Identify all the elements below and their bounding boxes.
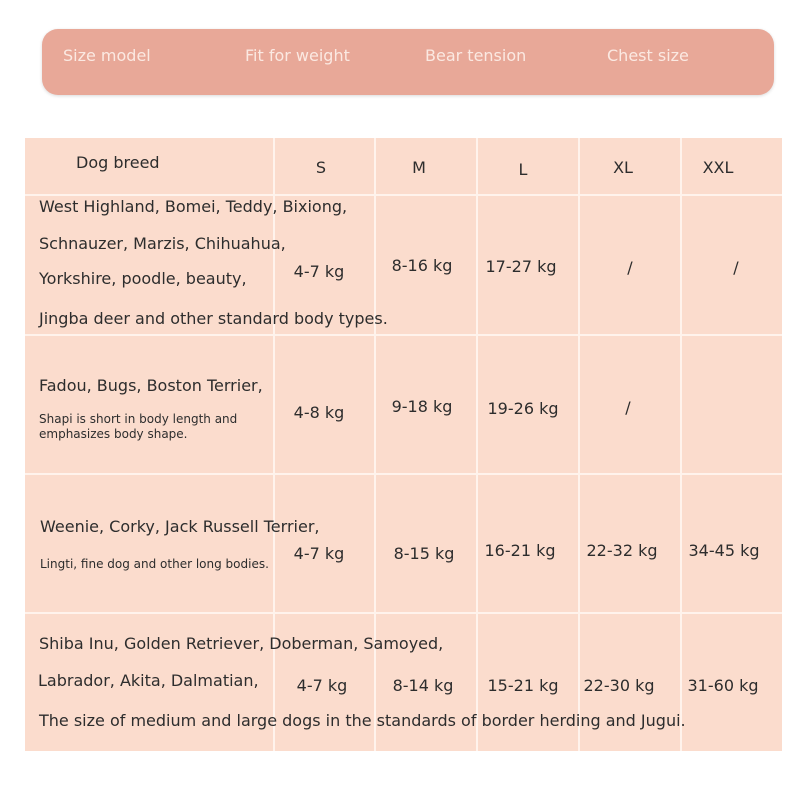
size-s-value: 4-7 kg [293, 544, 345, 563]
size-m-value: 8-16 kg [391, 256, 453, 275]
size-xxl-value: 34-45 kg [688, 541, 760, 560]
header-chest-size: Chest size [607, 46, 689, 65]
column-header-s: S [315, 158, 327, 177]
breed-text: Labrador, Akita, Dalmatian, [38, 671, 259, 690]
column-divider [476, 138, 478, 751]
size-xxl-value: / [733, 258, 739, 277]
column-header-l: L [518, 160, 528, 179]
size-m-value: 8-15 kg [393, 544, 455, 563]
column-divider [374, 138, 376, 751]
row-divider [25, 473, 782, 475]
size-s-value: 4-7 kg [293, 262, 345, 281]
breed-text: Fadou, Bugs, Boston Terrier, [39, 376, 263, 395]
column-divider [578, 138, 580, 751]
size-s-value: 4-8 kg [293, 403, 345, 422]
size-xl-value: / [627, 258, 633, 277]
row-divider [25, 612, 782, 614]
breed-text: The size of medium and large dogs in the standards of border herding and Jugui. [39, 711, 686, 730]
header-size-model: Size model [63, 46, 151, 65]
breed-text: Shiba Inu, Golden Retriever, Doberman, Samoyed, [39, 634, 444, 653]
column-header-dog-breed: Dog breed [76, 153, 160, 172]
size-l-value: 15-21 kg [487, 676, 559, 695]
size-s-value: 4-7 kg [296, 676, 348, 695]
size-l-value: 19-26 kg [487, 399, 559, 418]
size-xxl-value: 31-60 kg [687, 676, 759, 695]
column-header-xl: XL [613, 158, 633, 177]
breed-text: West Highland, Bomei, Teddy, Bixiong, [39, 197, 348, 216]
row-divider [25, 194, 782, 196]
breed-note: Shapi is short in body length and [39, 412, 238, 426]
breed-note: Lingti, fine dog and other long bodies. [40, 557, 269, 571]
header-fit-for-weight: Fit for weight [245, 46, 350, 65]
breed-text: Yorkshire, poodle, beauty, [39, 269, 247, 288]
size-m-value: 8-14 kg [392, 676, 454, 695]
size-table [25, 138, 782, 751]
column-header-xxl: XXL [702, 158, 734, 177]
breed-text: Schnauzer, Marzis, Chihuahua, [39, 234, 286, 253]
row-divider [25, 334, 782, 336]
breed-note: emphasizes body shape. [39, 427, 188, 441]
header-bear-tension: Bear tension [425, 46, 527, 65]
column-divider [680, 138, 682, 751]
size-xl-value: 22-32 kg [586, 541, 658, 560]
header-bar [42, 29, 774, 95]
column-header-m: M [412, 158, 426, 177]
size-xl-value: / [625, 398, 631, 417]
size-l-value: 17-27 kg [485, 257, 557, 276]
column-divider [273, 138, 275, 751]
size-l-value: 16-21 kg [484, 541, 556, 560]
breed-text: Jingba deer and other standard body types. [39, 309, 388, 328]
breed-text: Weenie, Corky, Jack Russell Terrier, [40, 517, 320, 536]
size-m-value: 9-18 kg [391, 397, 453, 416]
size-xl-value: 22-30 kg [583, 676, 655, 695]
